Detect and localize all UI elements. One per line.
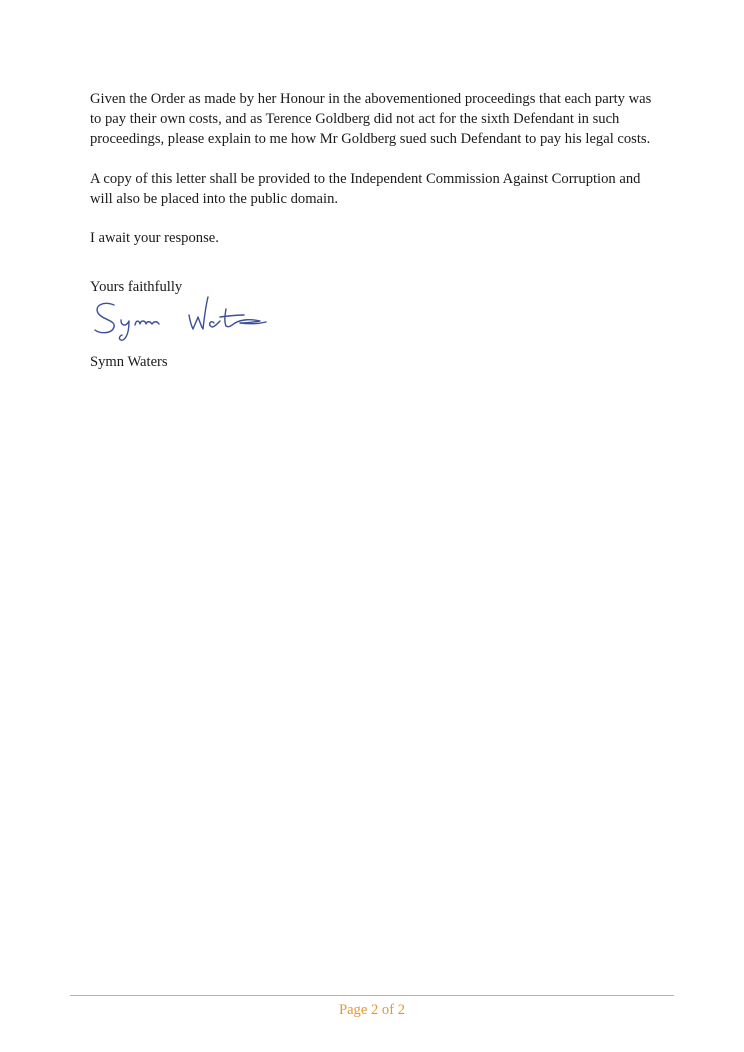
paragraph-icac-copy: A copy of this letter shall be provided to the Independent Commission Against Corruption and will also be placed into the public domain. <box>90 170 641 207</box>
paragraph-await-response: I await your response. <box>90 230 219 247</box>
paragraph-order-costs: Given the Order as made by her Honour in the abovementioned proceedings that each party was to pay their own costs, and as Terence Goldberg did not act for the sixth Defendant in such proceedings, please explain to me how Mr Goldberg sued such Defendant to pay his legal costs. <box>90 91 652 148</box>
signer-name: Symn Waters <box>90 354 168 370</box>
page-number: Page 2 of 2 <box>338 1002 406 1018</box>
letter-body <box>90 89 660 267</box>
closing-salutation: Yours faithfully <box>90 279 183 295</box>
footer-divider <box>70 995 674 996</box>
handwritten-signature <box>90 293 275 345</box>
